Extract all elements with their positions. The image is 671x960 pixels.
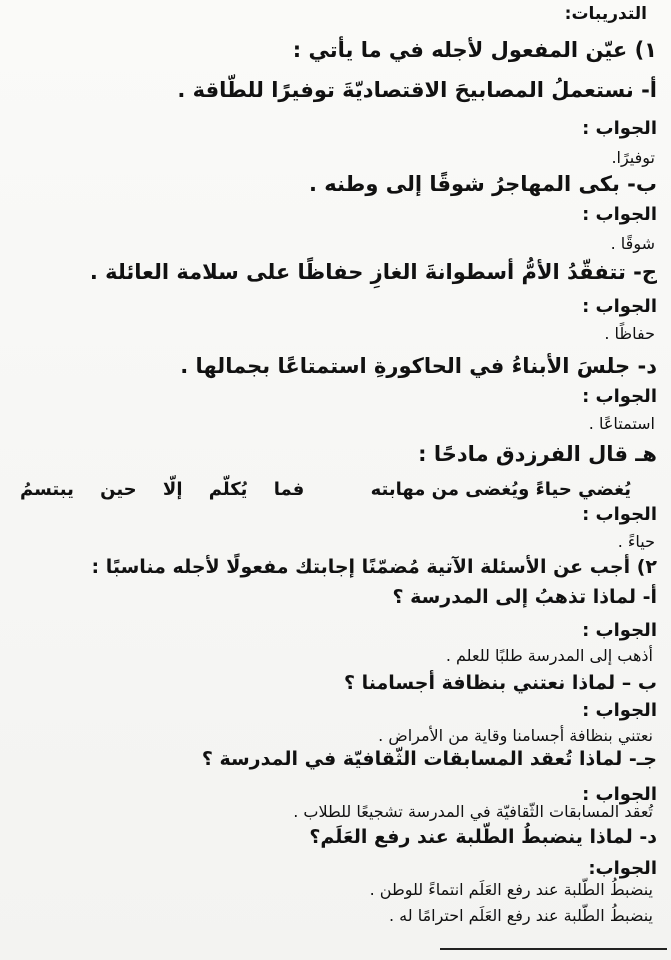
q2-d-answer-2: ينضبطُ الطّلبة عند رفع العَلَم احترامًا له . xyxy=(389,906,653,925)
q1-a-label: الجواب : xyxy=(582,118,657,139)
q2-d-answer-1: ينضبطُ الطّلبة عند رفع العَلَم انتماءً للوطن . xyxy=(369,880,653,899)
q2-c-question: جـ- لماذا تُعقد المسابقات الثّقافيّة في المدرسة ؟ xyxy=(201,748,657,770)
verse-word: حين xyxy=(100,479,137,500)
q1-d-sentence: د- جلسَ الأبناءُ في الحاكورةِ استمتاعًا بجمالها . xyxy=(180,354,657,378)
q2-d-question: د- لماذا ينضبطُ الطّلبة عند رفع العَلَم؟ xyxy=(309,826,657,848)
q2-a-answer: أذهب إلى المدرسة طلبًا للعلم . xyxy=(445,646,653,665)
poem-verse xyxy=(20,479,631,500)
q1-c-label: الجواب : xyxy=(582,296,657,317)
q2-d-label: الجواب: xyxy=(588,858,657,879)
q1-b-answer: شوقًا . xyxy=(610,234,655,253)
q2-b-question: ب – لماذا نعتني بنظافة أجسامنا ؟ xyxy=(344,672,657,694)
verse-word: فما xyxy=(273,479,305,500)
q1-title: ١) عيّن المفعول لأجله في ما يأتي : xyxy=(292,38,657,62)
q1-c-answer: حفاظًا . xyxy=(604,324,655,343)
q2-b-label: الجواب : xyxy=(582,700,657,721)
q1-b-label: الجواب : xyxy=(582,204,657,225)
q2-title: ٢) أجب عن الأسئلة الآتية مُضمّنًا إجابتك مفعولًا لأجله مناسبًا : xyxy=(91,556,657,578)
q1-e-label: الجواب : xyxy=(582,504,657,525)
q2-c-answer: تُعقد المسابقات الثّقافيّة في المدرسة تشجيعًا للطلاب . xyxy=(293,802,653,821)
q1-e-sentence: هـ قال الفرزدق مادحًا : xyxy=(418,442,657,466)
verse-word: إلّا xyxy=(162,479,183,500)
q1-a-sentence: أ- نستعملُ المصابيحَ الاقتصاديّةَ توفيرًا للطّاقة . xyxy=(177,78,657,102)
verse-word: يبتسمُ xyxy=(20,479,74,500)
heading: التدريبات: xyxy=(564,4,647,24)
q1-d-answer: استمتاعًا . xyxy=(588,414,655,433)
q2-a-label: الجواب : xyxy=(582,620,657,641)
q1-c-sentence: ج- تتفقّدُ الأمُّ أسطوانةَ الغازِ حفاظًا على سلامة العائلة . xyxy=(89,260,657,284)
q1-d-label: الجواب : xyxy=(582,386,657,407)
q2-b-answer: نعتني بنظافة أجسامنا وقاية من الأمراض . xyxy=(378,726,653,745)
q2-a-question: أ- لماذا تذهبُ إلى المدرسة ؟ xyxy=(392,586,657,608)
verse-first-hemistich: يُغضي حياءً ويُغضى من مهابته xyxy=(370,479,631,500)
verse-word: يُكلّم xyxy=(208,479,248,500)
bottom-divider xyxy=(440,948,667,950)
q2-c-label: الجواب : xyxy=(582,784,657,805)
q1-b-sentence: ب- بكى المهاجرُ شوقًا إلى وطنه . xyxy=(308,172,657,196)
q1-e-answer: حياءً . xyxy=(617,532,655,551)
q1-a-answer: توفيرًا. xyxy=(611,148,655,167)
